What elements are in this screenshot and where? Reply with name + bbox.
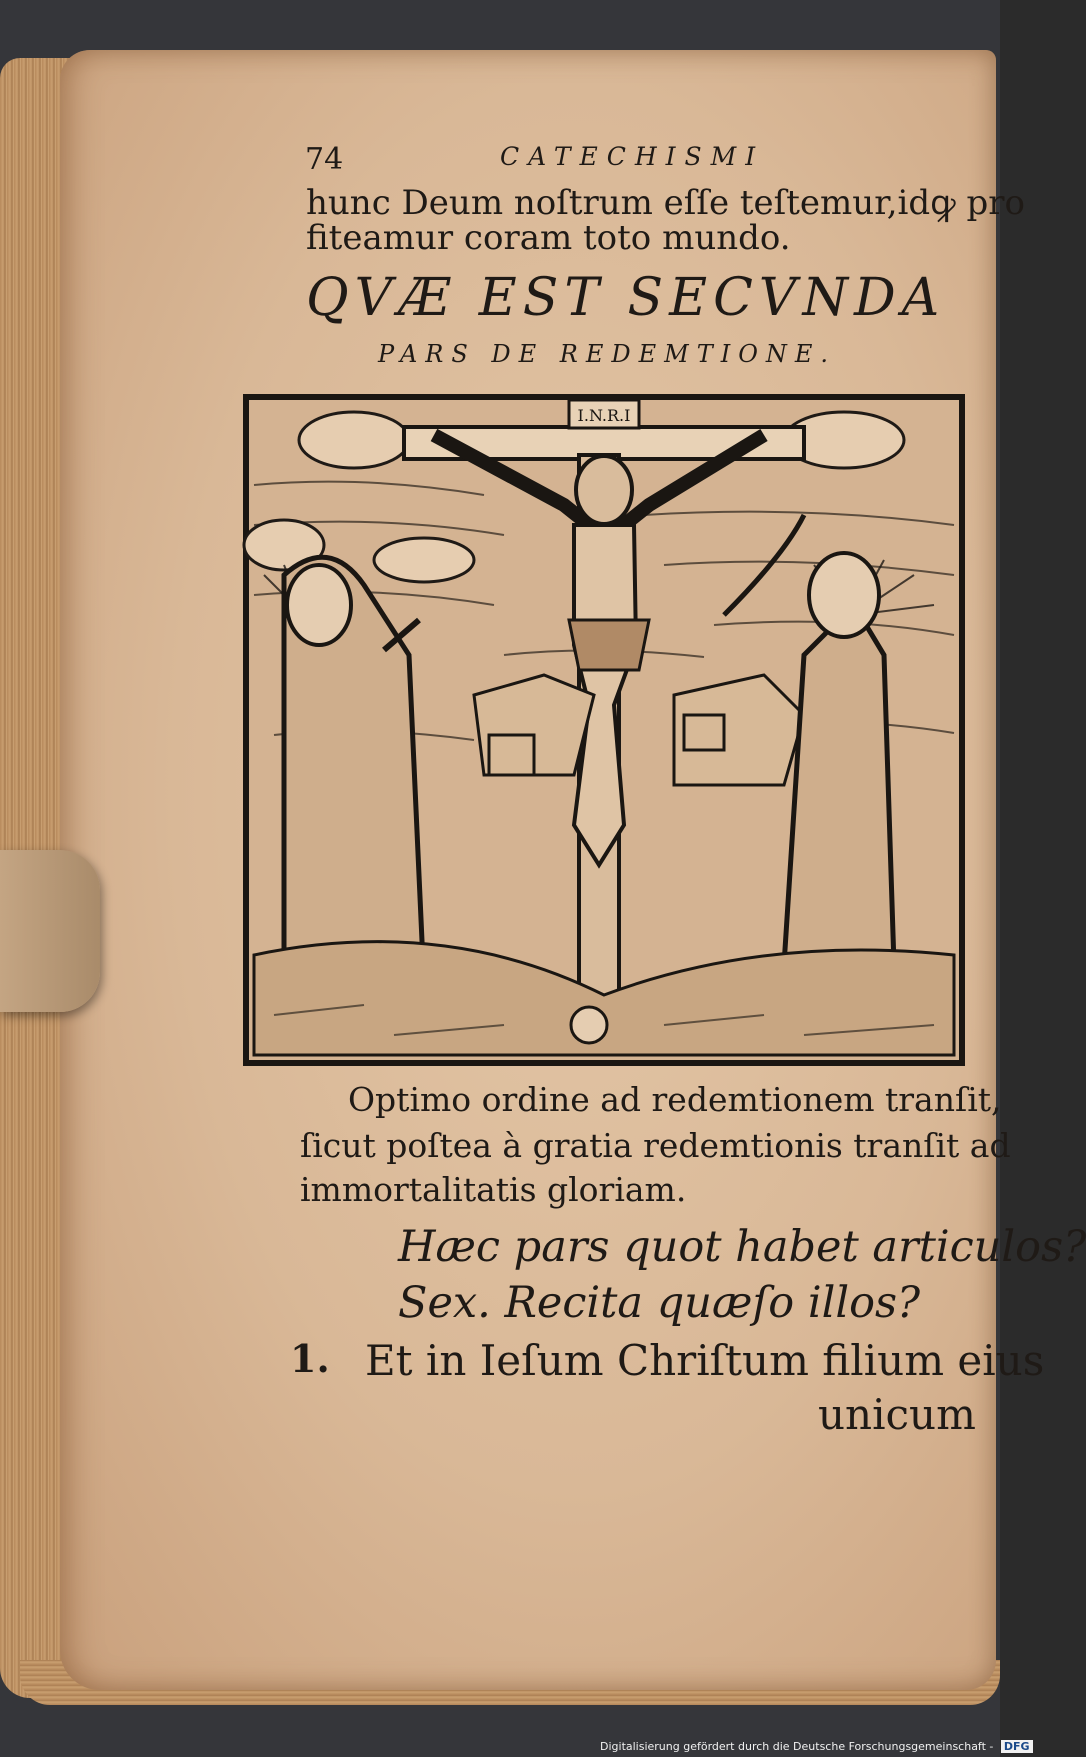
dfg-logo: DFG bbox=[1001, 1740, 1033, 1753]
question-1: Hæc pars quot habet articulos? bbox=[398, 1222, 1086, 1272]
woodcut-inscription: I.N.R.I bbox=[577, 406, 631, 425]
article-number: 1. bbox=[290, 1336, 330, 1381]
section-subheading: PARS DE REDEMTIONE. bbox=[378, 340, 837, 368]
page-number: 74 bbox=[305, 142, 344, 177]
text-line-2: fiteamur coram toto mundo. bbox=[306, 218, 791, 258]
page-clip bbox=[0, 850, 100, 1012]
digitization-credit bbox=[600, 1740, 1033, 1753]
crucifixion-woodcut bbox=[244, 395, 964, 1065]
body-line-1: Optimo ordine ad redemtionem tranſit, bbox=[348, 1080, 1002, 1119]
body-line-2: ſicut poſtea à gratia redemtionis tranſit ad bbox=[300, 1126, 1011, 1165]
article-continuation: unicum bbox=[818, 1390, 976, 1439]
question-2: Sex. Recita quæſo illos? bbox=[398, 1278, 921, 1328]
running-head: CATECHISMI bbox=[500, 142, 765, 171]
credit-text: Digitalisierung gefördert durch die Deutsche Forschungsgemeinschaft - bbox=[600, 1740, 994, 1753]
article-text: Et in Ieſum Chriſtum filium eius bbox=[365, 1336, 1045, 1385]
body-line-3: immortalitatis gloriam. bbox=[300, 1170, 687, 1209]
section-heading: QVÆ EST SECVNDA bbox=[306, 268, 946, 328]
text-line-1: hunc Deum noſtrum eſſe teſtemur,idꝙ pro bbox=[306, 183, 1025, 223]
